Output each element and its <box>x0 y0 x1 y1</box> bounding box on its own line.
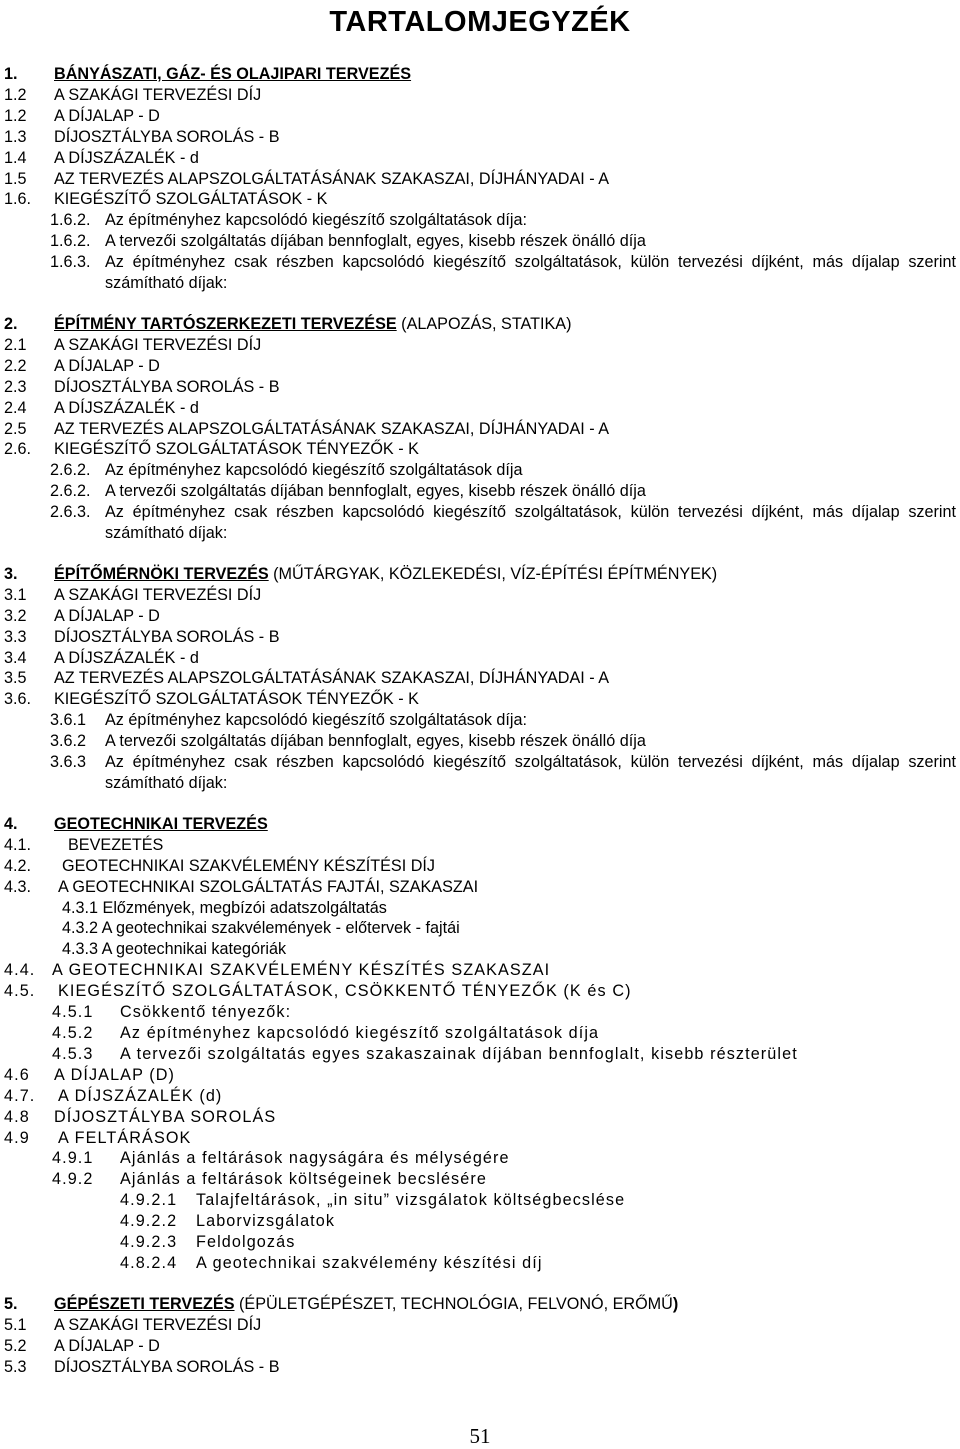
toc-entry: 4.1. BEVEZETÉS <box>4 835 164 854</box>
toc-entry: 2.4 A DÍJSZÁZALÉK - d <box>4 398 199 417</box>
toc-entry: 3.4 A DÍJSZÁZALÉK - d <box>4 648 199 667</box>
toc-entry: 4.5. KIEGÉSZÍTŐ SZOLGÁLTATÁSOK, CSÖKKENTŐ TÉNYEZŐK (K és C) <box>4 982 632 1001</box>
toc-entry: 4.8 DÍJOSZTÁLYBA SOROLÁS <box>4 1107 277 1126</box>
toc-entry: 1.3 DÍJOSZTÁLYBA SOROLÁS - B <box>4 127 280 146</box>
toc-entry: 3.2 A DÍJALAP - D <box>4 606 160 625</box>
toc-subentry: 4.3.1 Előzmények, megbízói adatszolgáltatás <box>62 898 387 917</box>
toc-subentry: 4.3.3 A geotechnikai kategóriák <box>62 940 287 959</box>
toc-subsubentry: 4.9.2.3 Feldolgozás <box>120 1233 296 1252</box>
toc-subentry: 4.9.2 Ajánlás a feltárások költségeinek becslésére <box>52 1170 487 1189</box>
toc-subentry: 4.5.3 A tervezői szolgáltatás egyes szakaszainak díjában bennfoglalt, kisebb részterület <box>52 1044 798 1063</box>
toc-subentry: 1.6.2. Az építményhez kapcsolódó kiegészítő szolgáltatások díja: <box>50 211 528 230</box>
toc-entry: 4.6 A DÍJALAP (D) <box>4 1065 176 1084</box>
toc-subentry: 2.6.2. Az építményhez kapcsolódó kiegészítő szolgáltatások díja <box>50 461 523 480</box>
toc-entry: 2.1 A SZAKÁGI TERVEZÉSI DÍJ <box>4 335 262 354</box>
toc-subsubentry: 4.9.2.2 Laborvizsgálatok <box>120 1212 336 1231</box>
toc-entry: 4.2. GEOTECHNIKAI SZAKVÉLEMÉNY KÉSZÍTÉSI DÍJ <box>4 856 435 875</box>
toc-subentry: 4.5.2 Az építményhez kapcsolódó kiegészítő szolgáltatások díja <box>52 1023 600 1042</box>
page-title: TARTALOMJEGYZÉK <box>329 6 631 38</box>
toc-entry: 1.6. KIEGÉSZÍTŐ SZOLGÁLTATÁSOK - K <box>4 190 328 209</box>
toc-entry: 5.1 A SZAKÁGI TERVEZÉSI DÍJ <box>4 1315 262 1334</box>
section-heading-4: 4. GEOTECHNIKAI TERVEZÉS <box>4 814 268 833</box>
section-heading-3: 3. ÉPÍTŐMÉRNÖKI TERVEZÉS (MŰTÁRGYAK, KÖZLEKEDÉSI, VÍZ-ÉPÍTÉSI ÉPÍTMÉNYEK) <box>4 564 718 583</box>
toc-entry: 2.3 DÍJOSZTÁLYBA SOROLÁS - B <box>4 377 280 396</box>
toc-subentry: 3.6.3 Az építményhez csak részben kapcsolódó kiegészítő szolgáltatások, külön tervezési díjként, más díjalap szerint számítható díjak: <box>50 753 956 792</box>
toc-subsubentry: 4.8.2.4 A geotechnikai szakvélemény készítési díj <box>120 1253 543 1272</box>
section-heading-5: 5. GÉPÉSZETI TERVEZÉS (ÉPÜLETGÉPÉSZET, TECHNOLÓGIA, FELVONÓ, ERŐMŰ) <box>4 1294 679 1313</box>
toc-subentry: 4.9.1 Ajánlás a feltárások nagyságára és mélységére <box>52 1149 510 1168</box>
toc-entry: 3.3 DÍJOSZTÁLYBA SOROLÁS - B <box>4 627 280 646</box>
section-heading-1: 1. BÁNYÁSZATI, GÁZ- ÉS OLAJIPARI TERVEZÉS <box>4 65 412 83</box>
toc-entry: 1.2 A DÍJALAP - D <box>4 106 160 125</box>
toc-entry: 4.4. A GEOTECHNIKAI SZAKVÉLEMÉNY KÉSZÍTÉS SZAKASZAI <box>4 961 551 980</box>
toc-entry: 1.2 A SZAKÁGI TERVEZÉSI DÍJ <box>4 85 262 104</box>
table-of-contents <box>4 64 956 1377</box>
toc-entry: 3.6. KIEGÉSZÍTŐ SZOLGÁLTATÁSOK TÉNYEZŐK - K <box>4 690 419 709</box>
toc-subentry: 3.6.2 A tervezői szolgáltatás díjában bennfoglalt, egyes, kisebb részek önálló díja <box>50 732 646 751</box>
toc-entry: 2.5 AZ TERVEZÉS ALAPSZOLGÁLTATÁSÁNAK SZAKASZAI, DÍJHÁNYADAI - A <box>4 419 610 438</box>
toc-entry: 5.3 DÍJOSZTÁLYBA SOROLÁS - B <box>4 1357 280 1376</box>
toc-subentry: 3.6.1 Az építményhez kapcsolódó kiegészítő szolgáltatások díja: <box>50 711 528 730</box>
toc-entry: 3.1 A SZAKÁGI TERVEZÉSI DÍJ <box>4 585 262 604</box>
toc-entry: 1.4 A DÍJSZÁZALÉK - d <box>4 148 199 167</box>
toc-subentry: 1.6.3. Az építményhez csak részben kapcsolódó kiegészítő szolgáltatások, külön tervezési díjként, más díjalap szerint számítható díjak: <box>50 253 956 293</box>
toc-subentry: 4.5.1 Csökkentő tényezők: <box>52 1003 292 1022</box>
toc-subentry: 2.6.2. A tervezői szolgáltatás díjában bennfoglalt, egyes, kisebb részek önálló díja <box>50 482 646 501</box>
toc-subentry: 4.3.2 A geotechnikai szakvélemények - előtervek - fajtái <box>62 919 460 938</box>
toc-entry: 4.7. A DÍJSZÁZALÉK (d) <box>4 1086 223 1105</box>
toc-entry: 5.2 A DÍJALAP - D <box>4 1336 160 1355</box>
toc-entry: 1.5 AZ TERVEZÉS ALAPSZOLGÁLTATÁSÁNAK SZAKASZAI, DÍJHÁNYADAI - A <box>4 169 610 188</box>
toc-entry: 2.2 A DÍJALAP - D <box>4 356 160 375</box>
toc-subentry: 1.6.2. A tervezői szolgáltatás díjában bennfoglalt, egyes, kisebb részek önálló díja <box>50 232 646 251</box>
toc-entry: 4.9 A FELTÁRÁSOK <box>4 1128 192 1147</box>
page-number: 51 <box>469 1424 491 1448</box>
toc-entry: 4.3. A GEOTECHNIKAI SZOLGÁLTATÁS FAJTÁI, SZAKASZAI <box>4 877 479 896</box>
section-heading-2: 2. ÉPÍTMÉNY TARTÓSZERKEZETI TERVEZÉSE (ALAPOZÁS, STATIKA) <box>4 314 572 333</box>
toc-entry: 2.6. KIEGÉSZÍTŐ SZOLGÁLTATÁSOK TÉNYEZŐK - K <box>4 440 419 459</box>
toc-entry: 3.5 AZ TERVEZÉS ALAPSZOLGÁLTATÁSÁNAK SZAKASZAI, DÍJHÁNYADAI - A <box>4 669 610 688</box>
toc-subentry: 2.6.3. Az építményhez csak részben kapcsolódó kiegészítő szolgáltatások, külön tervezési díjként, más díjalap szerint számítható díjak: <box>50 503 956 543</box>
toc-subsubentry: 4.9.2.1 Talajfeltárások, „in situ” vizsgálatok költségbecslése <box>120 1191 626 1210</box>
